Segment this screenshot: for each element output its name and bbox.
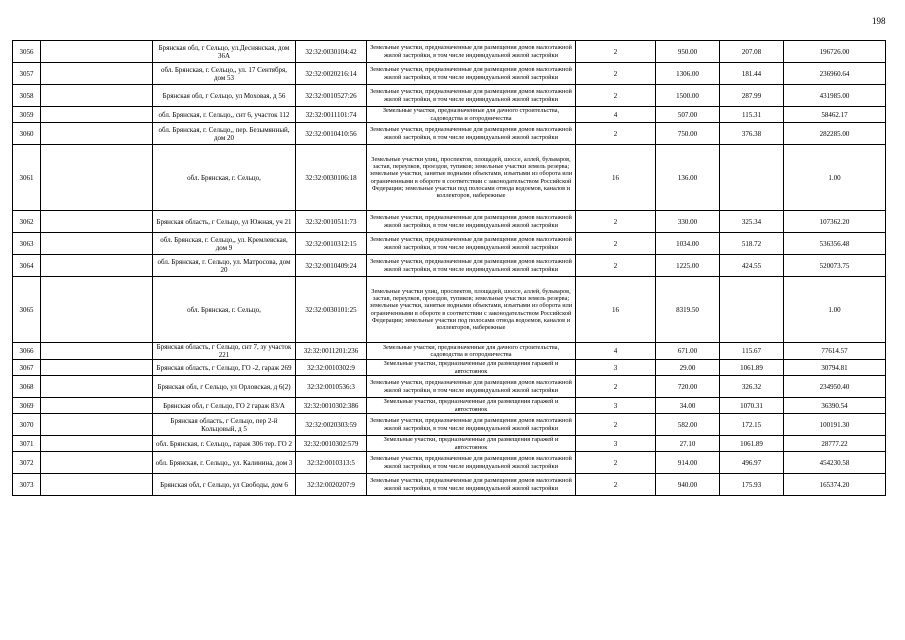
specific-value-cell: 1061.89 [720, 360, 784, 376]
cadastral-number-cell: 32:32:0010313:5 [296, 452, 367, 474]
cadastral-value-cell: 165374.20 [784, 474, 886, 496]
page-number: 198 [872, 16, 886, 26]
cadastral-number-cell: 32:32:0030106:18 [296, 145, 367, 211]
cadastral-value-cell: 28777.22 [784, 436, 886, 452]
area-cell: 8319.50 [656, 277, 720, 343]
row-number-cell: 3065 [13, 277, 41, 343]
blank-cell [41, 145, 153, 211]
table-row [13, 107, 886, 123]
row-number-cell: 3070 [13, 414, 41, 436]
table-row [13, 343, 886, 360]
area-cell: 950.00 [656, 41, 720, 63]
zone-cell: 2 [576, 211, 656, 233]
blank-cell [41, 343, 153, 360]
land-use-cell: Земельные участки, предназначенные для размещения домов малоэтажной жилой застройки, в том числе индивидуальной жилой застройки [367, 85, 576, 107]
row-number-cell: 3062 [13, 211, 41, 233]
specific-value-cell: 424.55 [720, 255, 784, 277]
zone-cell: 16 [576, 277, 656, 343]
cadastral-value-cell: 1.00 [784, 145, 886, 211]
area-cell: 29.00 [656, 360, 720, 376]
cadastral-value-cell: 236960.64 [784, 63, 886, 85]
table-row [13, 145, 886, 211]
row-number-cell: 3056 [13, 41, 41, 63]
address-cell: Брянская обл, г Сельцо, ул.Деснянская, дом 36А [153, 41, 296, 63]
address-cell: Брянская область, г Сельцо, ГО -2, гараж 269 [153, 360, 296, 376]
area-cell: 1225.00 [656, 255, 720, 277]
blank-cell [41, 277, 153, 343]
area-cell: 1306.00 [656, 63, 720, 85]
row-number-cell: 3073 [13, 474, 41, 496]
zone-cell: 4 [576, 107, 656, 123]
address-cell: Брянская область, г Сельцо, снт 7, зу участок 221 [153, 343, 296, 360]
land-use-cell: Земельные участки, предназначенные для размещения домов малоэтажной жилой застройки, в том числе индивидуальной жилой застройки [367, 211, 576, 233]
row-number-cell: 3066 [13, 343, 41, 360]
area-cell: 940.00 [656, 474, 720, 496]
land-use-cell: Земельные участки, предназначенные для размещения домов малоэтажной жилой застройки, в том числе индивидуальной жилой застройки [367, 452, 576, 474]
blank-cell [41, 376, 153, 398]
blank-cell [41, 360, 153, 376]
row-number-cell: 3067 [13, 360, 41, 376]
table-row [13, 63, 886, 85]
area-cell: 671.00 [656, 343, 720, 360]
area-cell: 1034.00 [656, 233, 720, 255]
table-row [13, 398, 886, 414]
cadastral-value-cell: 107362.20 [784, 211, 886, 233]
address-cell: обл. Брянская, г. Сельцо,, ул. 17 Сентября, дом 53 [153, 63, 296, 85]
blank-cell [41, 474, 153, 496]
specific-value-cell: 181.44 [720, 63, 784, 85]
cadastral-number-cell: 32:32:0010527:26 [296, 85, 367, 107]
specific-value-cell: 1061.89 [720, 436, 784, 452]
blank-cell [41, 85, 153, 107]
blank-cell [41, 255, 153, 277]
land-use-cell: Земельные участки улиц, проспектов, площадей, шоссе, аллей, бульваров, застав, переулков, проездов, тупиков; земельные участки земель резерва; земельные участки, занятые водными объектами, изъятыми из оборота или ограниченными в обороте в соответствии с законодательством Российской Федерации; земельные участки под полосами отвода водоемов, каналов и коллекторов, набережные [367, 277, 576, 343]
zone-cell: 2 [576, 41, 656, 63]
table-row [13, 255, 886, 277]
land-use-cell: Земельные участки, предназначенные для дачного строительства, садоводства и огородничества [367, 343, 576, 360]
cadastral-value-cell: 100191.30 [784, 414, 886, 436]
zone-cell: 2 [576, 233, 656, 255]
address-cell: обл. Брянская, г. Сельцо,, гараж 306 тер. ГО 2 [153, 436, 296, 452]
table-row [13, 474, 886, 496]
cadastral-number-cell: 32:32:0010536:3 [296, 376, 367, 398]
cadastral-number-cell: 32:32:0010511:73 [296, 211, 367, 233]
specific-value-cell: 207.08 [720, 41, 784, 63]
land-use-cell: Земельные участки, предназначенные для размещения гаражей и автостоянок [367, 436, 576, 452]
cadastral-number-cell: 32:32:0010302:579 [296, 436, 367, 452]
cadastral-number-cell: 32:32:0030101:25 [296, 277, 367, 343]
address-cell: Брянская обл, г Сельцо, ул Моховая, д 56 [153, 85, 296, 107]
land-use-cell: Земельные участки, предназначенные для размещения домов малоэтажной жилой застройки, в том числе индивидуальной жилой застройки [367, 414, 576, 436]
address-cell: Брянская обл, г Сельцо, ул Свободы, дом 6 [153, 474, 296, 496]
cadastral-value-table [12, 40, 886, 496]
address-cell: обл. Брянская, г. Сельцо,, снт 6, участок 112 [153, 107, 296, 123]
table-row [13, 436, 886, 452]
blank-cell [41, 123, 153, 145]
cadastral-value-cell: 431985.00 [784, 85, 886, 107]
cadastral-number-cell: 32:32:0011101:74 [296, 107, 367, 123]
specific-value-cell: 1070.31 [720, 398, 784, 414]
row-number-cell: 3059 [13, 107, 41, 123]
cadastral-number-cell: 32:32:0010302:9 [296, 360, 367, 376]
land-use-cell: Земельные участки, предназначенные для размещения домов малоэтажной жилой застройки, в том числе индивидуальной жилой застройки [367, 474, 576, 496]
table-row [13, 452, 886, 474]
area-cell: 720.00 [656, 376, 720, 398]
specific-value-cell: 496.97 [720, 452, 784, 474]
table-row [13, 123, 886, 145]
row-number-cell: 3063 [13, 233, 41, 255]
cadastral-value-cell: 196726.00 [784, 41, 886, 63]
blank-cell [41, 233, 153, 255]
blank-cell [41, 452, 153, 474]
blank-cell [41, 63, 153, 85]
address-cell: обл. Брянская, г. Сельцо,, ул. Кремлевская, дом 9 [153, 233, 296, 255]
cadastral-value-cell: 282285.00 [784, 123, 886, 145]
land-use-cell: Земельные участки, предназначенные для дачного строительства, садоводства и огородничества [367, 107, 576, 123]
blank-cell [41, 211, 153, 233]
cadastral-number-cell: 32:32:0010409:24 [296, 255, 367, 277]
cadastral-value-cell: 30794.81 [784, 360, 886, 376]
land-use-cell: Земельные участки улиц, проспектов, площадей, шоссе, аллей, бульваров, застав, переулков, проездов, тупиков; земельные участки земель резерва; земельные участки, занятые водными объектами, изъятыми из оборота или ограниченными в обороте в соответствии с законодательством Российской Федерации; земельные участки под полосами отвода водоемов, каналов и коллекторов, набережные [367, 145, 576, 211]
cadastral-number-cell: 32:32:0030104:42 [296, 41, 367, 63]
zone-cell: 3 [576, 436, 656, 452]
cadastral-number-cell: 32:32:0020207:9 [296, 474, 367, 496]
zone-cell: 2 [576, 414, 656, 436]
table-row [13, 41, 886, 63]
cadastral-value-cell: 520073.75 [784, 255, 886, 277]
area-cell: 750.00 [656, 123, 720, 145]
row-number-cell: 3061 [13, 145, 41, 211]
specific-value-cell: 115.67 [720, 343, 784, 360]
table-row [13, 233, 886, 255]
row-number-cell: 3064 [13, 255, 41, 277]
row-number-cell: 3071 [13, 436, 41, 452]
area-cell: 914.00 [656, 452, 720, 474]
specific-value-cell [720, 277, 784, 343]
area-cell: 136.00 [656, 145, 720, 211]
land-use-cell: Земельные участки, предназначенные для размещения домов малоэтажной жилой застройки, в том числе индивидуальной жилой застройки [367, 41, 576, 63]
zone-cell: 2 [576, 63, 656, 85]
table-row [13, 414, 886, 436]
address-cell: обл. Брянская, г. Сельцо,, ул. Калинина, дом 3 [153, 452, 296, 474]
specific-value-cell [720, 145, 784, 211]
land-use-cell: Земельные участки, предназначенные для размещения домов малоэтажной жилой застройки, в том числе индивидуальной жилой застройки [367, 255, 576, 277]
zone-cell: 2 [576, 452, 656, 474]
zone-cell: 2 [576, 255, 656, 277]
specific-value-cell: 115.31 [720, 107, 784, 123]
specific-value-cell: 326.32 [720, 376, 784, 398]
row-number-cell: 3072 [13, 452, 41, 474]
area-cell: 1500.00 [656, 85, 720, 107]
land-use-cell: Земельные участки, предназначенные для размещения домов малоэтажной жилой застройки, в том числе индивидуальной жилой застройки [367, 376, 576, 398]
cadastral-value-cell: 454230.58 [784, 452, 886, 474]
cadastral-number-cell: 32:32:0010302:386 [296, 398, 367, 414]
zone-cell: 3 [576, 360, 656, 376]
specific-value-cell: 325.34 [720, 211, 784, 233]
table-row [13, 360, 886, 376]
cadastral-number-cell: 32:32:0010410:56 [296, 123, 367, 145]
zone-cell: 4 [576, 343, 656, 360]
area-cell: 34.00 [656, 398, 720, 414]
table-row [13, 85, 886, 107]
specific-value-cell: 175.93 [720, 474, 784, 496]
area-cell: 507.00 [656, 107, 720, 123]
land-use-cell: Земельные участки, предназначенные для размещения гаражей и автостоянок [367, 360, 576, 376]
cadastral-value-cell: 77614.57 [784, 343, 886, 360]
row-number-cell: 3068 [13, 376, 41, 398]
cadastral-number-cell: 32:32:0010312:15 [296, 233, 367, 255]
row-number-cell: 3069 [13, 398, 41, 414]
table-row [13, 277, 886, 343]
land-use-cell: Земельные участки, предназначенные для размещения домов малоэтажной жилой застройки, в том числе индивидуальной жилой застройки [367, 123, 576, 145]
specific-value-cell: 376.38 [720, 123, 784, 145]
address-cell: Брянская обл, г Сельцо, ул Орловская, д 6(2) [153, 376, 296, 398]
cadastral-number-cell: 32:32:0020303:59 [296, 414, 367, 436]
cadastral-number-cell: 32:32:0020216:14 [296, 63, 367, 85]
row-number-cell: 3060 [13, 123, 41, 145]
address-cell: Брянская обл, г Сельцо, ГО 2 гараж 83/А [153, 398, 296, 414]
blank-cell [41, 398, 153, 414]
cadastral-value-cell: 58462.17 [784, 107, 886, 123]
area-cell: 330.00 [656, 211, 720, 233]
address-cell: обл. Брянская, г. Сельцо, [153, 145, 296, 211]
land-use-cell: Земельные участки, предназначенные для размещения домов малоэтажной жилой застройки, в том числе индивидуальной жилой застройки [367, 233, 576, 255]
specific-value-cell: 172.15 [720, 414, 784, 436]
address-cell: обл. Брянская, г. Сельцо, ул. Матросова, дом 20 [153, 255, 296, 277]
blank-cell [41, 436, 153, 452]
zone-cell: 16 [576, 145, 656, 211]
land-use-cell: Земельные участки, предназначенные для размещения домов малоэтажной жилой застройки, в том числе индивидуальной жилой застройки [367, 63, 576, 85]
area-cell: 27.10 [656, 436, 720, 452]
blank-cell [41, 107, 153, 123]
zone-cell: 2 [576, 376, 656, 398]
zone-cell: 2 [576, 85, 656, 107]
blank-cell [41, 414, 153, 436]
address-cell: Брянская область, г Сельцо, ул Южная, уч 21 [153, 211, 296, 233]
cadastral-value-cell: 1.00 [784, 277, 886, 343]
address-cell: обл. Брянская, г. Сельцо, [153, 277, 296, 343]
zone-cell: 2 [576, 123, 656, 145]
table-row [13, 376, 886, 398]
table-row [13, 211, 886, 233]
cadastral-value-cell: 36390.54 [784, 398, 886, 414]
cadastral-value-cell: 234950.40 [784, 376, 886, 398]
area-cell: 582.00 [656, 414, 720, 436]
cadastral-number-cell: 32:32:0011201:236 [296, 343, 367, 360]
specific-value-cell: 287.99 [720, 85, 784, 107]
blank-cell [41, 41, 153, 63]
zone-cell: 3 [576, 398, 656, 414]
zone-cell: 2 [576, 474, 656, 496]
specific-value-cell: 518.72 [720, 233, 784, 255]
address-cell: Брянская область, г Сельцо, пер 2-й Кольцовый, д 5 [153, 414, 296, 436]
address-cell: обл. Брянская, г. Сельцо,, пер. Безымянный, дом 20 [153, 123, 296, 145]
row-number-cell: 3057 [13, 63, 41, 85]
row-number-cell: 3058 [13, 85, 41, 107]
land-use-cell: Земельные участки, предназначенные для размещения гаражей и автостоянок [367, 398, 576, 414]
cadastral-value-cell: 536356.48 [784, 233, 886, 255]
